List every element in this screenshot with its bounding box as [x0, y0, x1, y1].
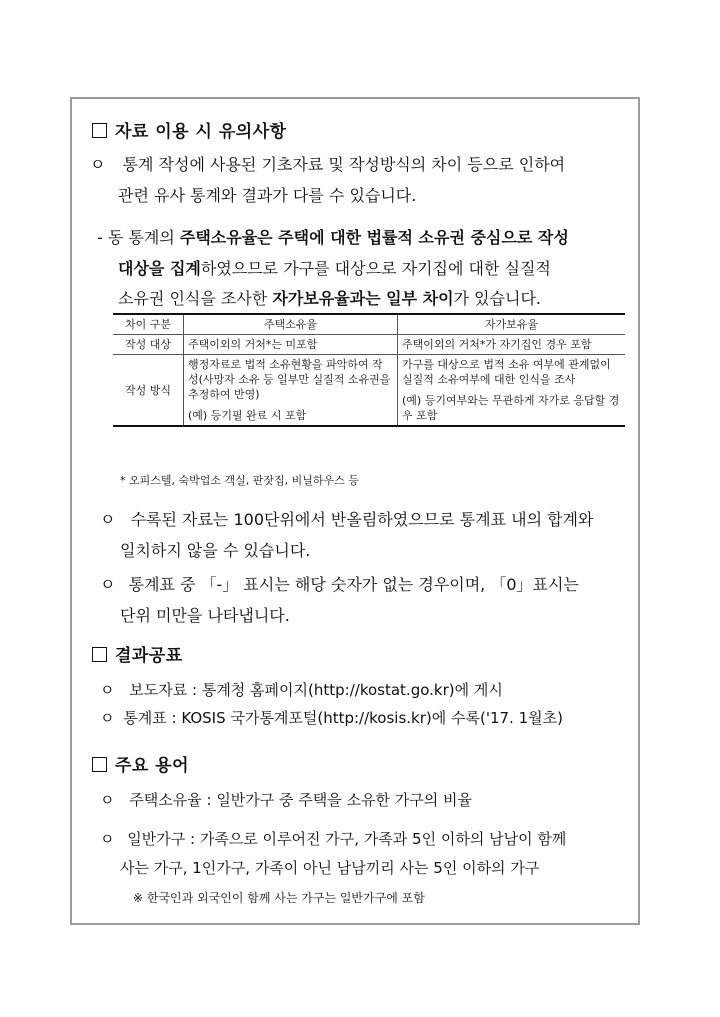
notes-dash-1-line2: 대상을 집계하였으므로 가구를 대상으로 자기집에 대한 실질적 [118, 259, 551, 278]
table-header-cell: 주택소유율 [184, 314, 398, 335]
table-row [113, 335, 625, 355]
publication-bullet-1: ㅇ 보도자료 : 통계청 홈페이지(http://kostat.go.kr)에 게시 [100, 681, 503, 699]
table-cell: 주택이외의 거처*가 자기집인 경우 포함 [398, 335, 626, 355]
table-header-cell: 차이 구분 [113, 314, 184, 335]
notes-bullet-1: ㅇ 통계 작성에 사용된 기초자료 및 작성방식의 차이 등으로 인하여 [90, 155, 566, 174]
notes-dash-1: - 동 통계의 주택소유율은 주택에 대한 법률적 소유권 중심으로 작성 [97, 228, 569, 247]
checkbox-square-icon [92, 647, 107, 662]
bullet-marker: ㅇ [100, 830, 115, 848]
table-footnote: * 오피스텔, 숙박업소 객실, 판잣집, 비닐하우스 등 [120, 474, 359, 487]
table-cell: 주택이외의 거처*는 미포함 [184, 335, 398, 355]
table-header-row [113, 314, 625, 335]
terms-bullet-2: ㅇ 일반가구 : 가족으로 이루어진 가구, 가족과 5인 이하의 남남이 함께 [100, 830, 567, 848]
notes-bullet-2-line2: 일치하지 않을 수 있습니다. [120, 541, 311, 560]
publication-bullet-2: ㅇ 통계표 : KOSIS 국가통계포털(http://kosis.kr)에 수록('17. 1월초) [100, 709, 563, 727]
section-heading-notes: 자료 이용 시 유의사항 [92, 117, 287, 142]
bullet-marker: ㅇ [90, 155, 106, 174]
bullet-marker: ㅇ [100, 510, 116, 529]
bullet-marker: ㅇ [100, 709, 115, 727]
notes-dash-1-line3: 소유권 인식을 조사한 자가보유율과는 일부 차이가 있습니다. [118, 289, 541, 308]
checkbox-square-icon [92, 757, 107, 772]
notes-bullet-2: ㅇ 수록된 자료는 100단위에서 반올림하였으므로 통계표 내의 합계와 [100, 510, 594, 529]
comparison-table [113, 313, 625, 427]
terms-bullet-1: ㅇ 주택소유율 : 일반가구 중 주택을 소유한 가구의 비율 [100, 791, 473, 809]
notes-bullet-1-line2: 관련 유사 통계와 결과가 다를 수 있습니다. [118, 186, 417, 205]
section-heading-publication: 결과공표 [92, 641, 183, 666]
notes-bullet-3: ㅇ 통계표 중 「-」 표시는 해당 숫자가 없는 경우이며, 「0」표시는 [100, 575, 579, 594]
notes-bullet-3-line2: 단위 미만을 나타냅니다. [120, 606, 290, 625]
table-row [113, 355, 625, 427]
table-cell: 가구를 대상으로 법적 소유 여부에 관계없이 실질적 소유여부에 대한 인식을 조사 (예) 등기여부와는 무관하게 자가로 응답할 경우 포함 [398, 355, 626, 427]
dash-marker: - [97, 228, 103, 247]
checkbox-square-icon [92, 123, 107, 138]
terms-note: ※ 한국인과 외국인이 함께 사는 가구는 일반가구에 포함 [133, 891, 425, 905]
bullet-marker: ㅇ [100, 681, 115, 699]
section-heading-terms: 주요 용어 [92, 751, 189, 776]
table-cell: 행정자료로 법적 소유현황을 파악하여 작성(사망자 소유 등 일부만 실질적 소유권을 추정하여 반영) (예) 등기필 완료 시 포함 [184, 355, 398, 427]
bullet-marker: ㅇ [100, 575, 116, 594]
table-header-cell: 자가보유율 [398, 314, 626, 335]
table-row-label: 작성 방식 [113, 355, 184, 427]
bullet-marker: ㅇ [100, 791, 115, 809]
table-row-label: 작성 대상 [113, 335, 184, 355]
terms-bullet-2-line2: 사는 가구, 1인가구, 가족이 아닌 남남끼리 사는 5인 이하의 가구 [120, 859, 540, 877]
